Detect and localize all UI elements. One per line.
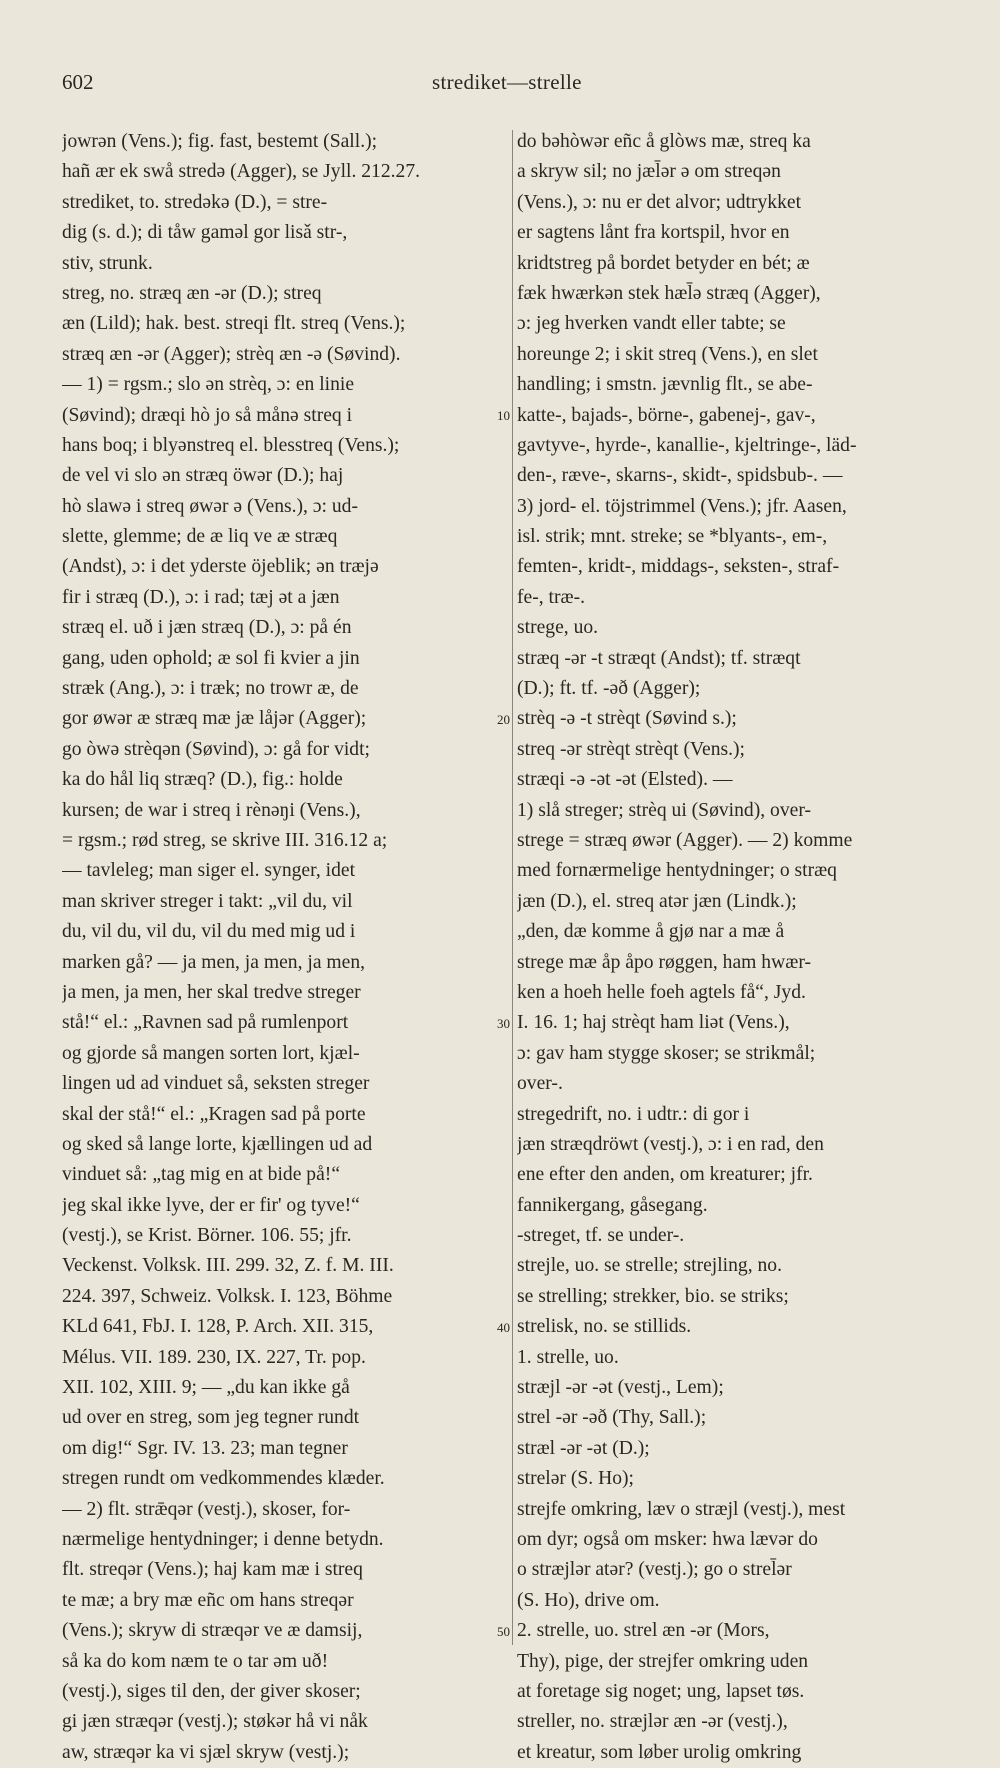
text-line	[517, 644, 957, 674]
line-text: I. 16. 1; haj strèqt ham liət (Vens.),	[517, 1012, 790, 1034]
line-text: 3) jord- el. töjstrimmel (Vens.); jfr. Aasen,	[517, 495, 847, 517]
text-line	[517, 826, 957, 856]
line-text: se strelling; strekker, bio. se striks;	[517, 1285, 789, 1307]
text-line	[517, 1069, 957, 1099]
line-number: 50	[496, 1617, 511, 1647]
line-text: te mæ; a bry mæ eñc om hans streqər	[62, 1589, 354, 1611]
text-line	[62, 644, 507, 674]
text-line	[517, 796, 957, 826]
text-line	[62, 1677, 507, 1707]
text-line	[62, 583, 507, 613]
line-text: streg, no. stræq æn -ər (D.); streq	[62, 282, 322, 304]
text-line	[62, 1100, 507, 1130]
text-line	[517, 522, 957, 552]
line-text: (Andst), ɔ: i det yderste öjeblik; ən træjə	[62, 556, 379, 578]
line-number: 30	[496, 1009, 511, 1039]
text-line	[62, 492, 507, 522]
line-text: hañ ær ek swå stredə (Agger), se Jyll. 212.27.	[62, 161, 421, 183]
text-line	[62, 1343, 507, 1373]
text-line	[62, 1525, 507, 1555]
running-head: strediket—strelle	[432, 70, 582, 94]
text-line	[62, 1373, 507, 1403]
line-text: så ka do kom næm te o tar əm uð!	[62, 1650, 329, 1672]
line-number: 40	[496, 1313, 511, 1343]
text-line	[517, 1464, 957, 1494]
line-text: marken gå? — ja men, ja men, ja men,	[62, 951, 366, 973]
text-line	[62, 978, 507, 1008]
line-text: hò slawə i streq øwər ə (Vens.), ɔ: ud-	[62, 495, 358, 517]
line-text: Mélus. VII. 189. 230, IX. 227, Tr. pop.	[62, 1346, 366, 1368]
text-line	[517, 583, 957, 613]
text-line	[62, 856, 507, 886]
line-text: horeunge 2; i skit streq (Vens.), en slet	[517, 343, 818, 365]
line-text: de vel vi slo ən stræq öwər (D.); haj	[62, 465, 344, 487]
text-line	[62, 917, 507, 947]
line-text: jowrən (Vens.); fig. fast, bestemt (Sall.);	[62, 131, 378, 152]
text-line	[517, 552, 957, 582]
text-line	[517, 856, 957, 886]
text-line	[62, 674, 507, 704]
text-line	[62, 1069, 507, 1099]
line-text: strèq -ə -t strèqt (Søvind s.);	[517, 708, 737, 730]
text-line	[517, 887, 957, 917]
line-text: stræjl -ər -ət (vestj., Lem);	[517, 1377, 724, 1399]
text-line	[517, 1130, 957, 1160]
line-text: (Vens.), ɔ: nu er det alvor; udtrykket	[517, 191, 802, 213]
line-text: strediket, to. stredəkə (D.), = stre-	[62, 191, 328, 213]
line-text: vinduet så: „tag mig en at bide på!“	[62, 1164, 341, 1186]
text-line	[517, 674, 957, 704]
line-text: (Søvind); dræqi hò jo så månə streq i	[62, 404, 353, 426]
text-line	[62, 370, 507, 400]
line-text: ja men, ja men, her skal tredve streger	[62, 981, 361, 1003]
text-line	[62, 1586, 507, 1616]
text-line	[517, 1616, 957, 1646]
text-line	[517, 279, 957, 309]
line-text: om dyr; også om msker: hwa lævər do	[517, 1528, 818, 1550]
line-text: slette, glemme; de æ liq ve æ stræq	[62, 526, 338, 548]
text-line	[62, 826, 507, 856]
text-line	[62, 1282, 507, 1312]
line-text: (S. Ho), drive om.	[517, 1589, 660, 1611]
line-text: XII. 102, XIII. 9; — „du kan ikke gå	[62, 1377, 350, 1399]
text-line	[517, 1707, 957, 1737]
line-text: strege = stræq øwər (Agger). — 2) komme	[517, 829, 853, 851]
line-text: strege mæ åp åpo røggen, ham hwær-	[517, 951, 811, 973]
text-line	[517, 461, 957, 491]
line-text: den-, ræve-, skarns-, skidt-, spidsbub-. —	[517, 465, 843, 487]
line-text: handling; i smstn. jævnlig flt., se abe-	[517, 374, 813, 396]
line-text: om dig!“ Sgr. IV. 13. 23; man tegner	[62, 1437, 348, 1459]
text-line	[62, 522, 507, 552]
text-line	[62, 1555, 507, 1585]
text-line	[62, 1707, 507, 1737]
line-text: jæn stræqdröwt (vestj.), ɔ: i en rad, den	[517, 1133, 824, 1155]
line-text: stræl -ər -ət (D.);	[517, 1437, 650, 1459]
line-text: gi jæn stræqər (vestj.); støkər hå vi nåk	[62, 1711, 368, 1733]
line-text: Veckenst. Volksk. III. 299. 32, Z. f. M. III.	[62, 1255, 394, 1277]
text-line	[62, 1434, 507, 1464]
line-text: nærmelige hentydninger; i denne betydn.	[62, 1528, 384, 1550]
text-line	[517, 1008, 957, 1038]
line-text: fir i stræq (D.), ɔ: i rad; tæj ət a jæn	[62, 586, 340, 608]
line-text: du, vil du, vil du, vil du med mig ud i	[62, 921, 356, 943]
text-line	[517, 917, 957, 947]
line-text: do bəhòwər eñc å glòws mæ, streq ka	[517, 131, 811, 152]
line-text: 2. strelle, uo. strel æn -ər (Mors,	[517, 1620, 770, 1642]
text-line	[62, 1039, 507, 1069]
text-line	[517, 127, 957, 157]
line-text: ɔ: gav ham stygge skoser; se strikmål;	[517, 1042, 816, 1064]
text-line	[517, 1251, 957, 1281]
line-text: kridtstreg på bordet betyder en bét; æ	[517, 252, 810, 274]
line-text: med fornærmelige hentydninger; o stræq	[517, 860, 837, 882]
line-text: fannikergang, gåsegang.	[517, 1194, 708, 1216]
line-text: stræk (Ang.), ɔ: i træk; no trowr æ, de	[62, 678, 359, 700]
line-text: streq -ər strèqt strèqt (Vens.);	[517, 738, 745, 760]
text-line	[517, 1434, 957, 1464]
text-line	[62, 1464, 507, 1494]
text-line	[517, 1738, 957, 1768]
text-line	[62, 461, 507, 491]
line-text: 1. strelle, uo.	[517, 1346, 619, 1368]
line-text: — 2) flt. strǣqər (vestj.), skoser, for-	[62, 1498, 351, 1520]
text-line	[517, 188, 957, 218]
text-line	[62, 1130, 507, 1160]
line-text: strelər (S. Ho);	[517, 1468, 634, 1490]
text-line	[62, 1616, 507, 1646]
line-text: og sked så lange lorte, kjællingen ud ad	[62, 1133, 373, 1155]
text-line	[517, 1100, 957, 1130]
line-text: — tavleleg; man siger el. synger, idet	[62, 860, 356, 882]
text-line	[517, 1586, 957, 1616]
text-line	[62, 127, 507, 157]
line-text: et kreatur, som løber urolig omkring	[517, 1741, 802, 1763]
line-text: „den, dæ komme å gjø nar a mæ å	[517, 921, 785, 943]
line-text: stå!“ el.: „Ravnen sad på rumlenport	[62, 1012, 349, 1034]
text-line	[517, 1555, 957, 1585]
line-text: er sagtens lånt fra kortspil, hvor en	[517, 222, 790, 244]
line-text: skal der stå!“ el.: „Kragen sad på porte	[62, 1103, 366, 1125]
line-text: stræq æn -ər (Agger); strèq æn -ə (Søvind).	[62, 343, 401, 365]
text-line	[62, 735, 507, 765]
line-text: ene efter den anden, om kreaturer; jfr.	[517, 1164, 813, 1186]
line-text: (Vens.); skryw di stræqər ve æ damsij,	[62, 1620, 363, 1642]
text-line	[62, 157, 507, 187]
line-text: flt. streqər (Vens.); haj kam mæ i streq	[62, 1559, 363, 1581]
text-line	[517, 1373, 957, 1403]
text-line	[517, 157, 957, 187]
line-text: strelisk, no. se stillids.	[517, 1316, 692, 1338]
text-line	[517, 978, 957, 1008]
line-text: stræqi -ə -ət -ət (Elsted). —	[517, 769, 733, 791]
line-text: go òwə strèqən (Søvind), ɔ: gå for vidt;	[62, 738, 370, 760]
line-text: at foretage sig noget; ung, lapset tøs.	[517, 1680, 805, 1702]
text-line	[517, 370, 957, 400]
line-text: gor øwər æ stræq mæ jæ låjər (Agger);	[62, 708, 367, 730]
text-line	[517, 1343, 957, 1373]
line-text: stræq -ər -t stræqt (Andst); tf. stræqt	[517, 647, 801, 669]
text-line	[62, 796, 507, 826]
line-text: fæk hwærkən stek hæl̄ə stræq (Agger),	[517, 282, 821, 304]
line-text: = rgsm.; rød streg, se skrive III. 316.12 a;	[62, 829, 388, 851]
text-line	[62, 887, 507, 917]
line-text: femten-, kridt-, middags-, seksten-, straf-	[517, 556, 840, 578]
line-text: — 1) = rgsm.; slo ən strèq, ɔ: en linie	[62, 374, 355, 396]
line-text: o stræjlər atər? (vestj.); go o strel̄ər	[517, 1559, 792, 1581]
line-text: stiv, strunk.	[62, 252, 153, 274]
line-text: 224. 397, Schweiz. Volksk. I. 123, Böhme	[62, 1285, 393, 1307]
text-line	[62, 1251, 507, 1281]
text-line	[517, 704, 957, 734]
text-line	[517, 735, 957, 765]
line-text: hans boq; i blyənstreq el. blesstreq (Vens.);	[62, 434, 400, 456]
text-line	[62, 309, 507, 339]
text-line	[62, 704, 507, 734]
text-line	[517, 431, 957, 461]
line-text: (vestj.), se Krist. Börner. 106. 55; jfr.	[62, 1225, 352, 1247]
line-text: gang, uden ophold; æ sol fi kvier a jin	[62, 647, 360, 669]
text-line	[62, 765, 507, 795]
text-line	[62, 1191, 507, 1221]
text-line	[62, 218, 507, 248]
text-line	[517, 1677, 957, 1707]
line-text: strege, uo.	[517, 617, 599, 639]
line-text: stregen rundt om vedkommendes klæder.	[62, 1468, 385, 1490]
line-text: gavtyve-, hyrde-, kanallie-, kjeltringe-, läd-	[517, 434, 857, 456]
text-line	[517, 1160, 957, 1190]
line-text: 1) slå streger; strèq ui (Søvind), over-	[517, 799, 811, 821]
text-line	[517, 1495, 957, 1525]
line-text: isl. strik; mnt. streke; se *blyants-, em-,	[517, 526, 828, 548]
text-line	[62, 613, 507, 643]
line-text: a skryw sil; no jæl̄ər ə om streqən	[517, 161, 781, 183]
text-line	[62, 1160, 507, 1190]
line-text: ken a hoeh helle foeh agtels få“, Jyd.	[517, 981, 806, 1003]
text-line	[517, 1191, 957, 1221]
right-column	[517, 127, 957, 1768]
line-text: -streget, tf. se under-.	[517, 1225, 685, 1247]
text-line	[517, 1403, 957, 1433]
text-line	[517, 1282, 957, 1312]
line-text: stregedrift, no. i udtr.: di gor i	[517, 1103, 750, 1125]
text-line	[62, 552, 507, 582]
left-column	[62, 127, 507, 1768]
line-text: fe-, træ-.	[517, 586, 586, 608]
line-text: aw, stræqər ka vi sjæl skryw (vestj.);	[62, 1741, 350, 1763]
text-line	[62, 948, 507, 978]
text-line	[62, 340, 507, 370]
text-line	[62, 401, 507, 431]
line-text: katte-, bajads-, börne-, gabenej-, gav-,	[517, 404, 816, 426]
text-line	[517, 401, 957, 431]
line-text: dig (s. d.); di tåw gaməl gor lisǎ str-,	[62, 222, 348, 244]
line-text: lingen ud ad vinduet så, seksten streger	[62, 1073, 370, 1095]
line-text: ɔ: jeg hverken vandt eller tabte; se	[517, 313, 786, 335]
line-text: over-.	[517, 1073, 563, 1095]
line-text: Thy), pige, der strejfer omkring uden	[517, 1650, 809, 1672]
line-text: strejfe omkring, læv o stræjl (vestj.), mest	[517, 1498, 846, 1520]
text-line	[62, 1495, 507, 1525]
line-text: KLd 641, FbJ. I. 128, P. Arch. XII. 315,	[62, 1316, 374, 1338]
line-text: ud over en streg, som jeg tegner rundt	[62, 1407, 360, 1429]
text-line	[517, 1312, 957, 1342]
line-text: man skriver streger i takt: „vil du, vil	[62, 890, 353, 912]
line-text: ka do hål liq stræq? (D.), fig.: holde	[62, 769, 343, 791]
column-divider	[512, 130, 513, 1645]
text-line	[517, 948, 957, 978]
line-text: kursen; de war i streq i rènəŋi (Vens.),	[62, 799, 361, 821]
line-text: strel -ər -əð (Thy, Sall.);	[517, 1407, 707, 1429]
text-line	[517, 218, 957, 248]
line-text: (D.); ft. tf. -əð (Agger);	[517, 678, 701, 700]
line-text: strejle, uo. se strelle; strejling, no.	[517, 1255, 783, 1277]
text-line	[62, 1221, 507, 1251]
text-line	[517, 340, 957, 370]
text-line	[62, 1647, 507, 1677]
text-line	[62, 1312, 507, 1342]
line-text: æn (Lild); hak. best. streqi flt. streq (Vens.);	[62, 313, 406, 335]
text-line	[62, 188, 507, 218]
text-line	[517, 1221, 957, 1251]
line-text: (vestj.), siges til den, der giver skoser;	[62, 1680, 361, 1702]
text-line	[517, 492, 957, 522]
text-line	[517, 613, 957, 643]
page-header	[62, 70, 1000, 100]
line-number: 20	[496, 705, 511, 735]
text-line	[517, 1647, 957, 1677]
line-text: stræq el. uð i jæn stræq (D.), ɔ: på én	[62, 617, 352, 639]
line-number: 10	[496, 401, 511, 431]
text-line	[517, 1039, 957, 1069]
text-line	[517, 249, 957, 279]
text-line	[517, 309, 957, 339]
text-line	[517, 765, 957, 795]
text-line	[517, 1525, 957, 1555]
text-line	[62, 1738, 507, 1768]
line-text: jæn (D.), el. streq atər jæn (Lindk.);	[517, 890, 797, 912]
line-text: og gjorde så mangen sorten lort, kjæl-	[62, 1042, 360, 1064]
text-line	[62, 249, 507, 279]
line-text: streller, no. stræjlər æn -ər (vestj.),	[517, 1711, 788, 1733]
text-line	[62, 279, 507, 309]
text-line	[62, 1403, 507, 1433]
text-line	[62, 1008, 507, 1038]
page-number: 602	[62, 70, 94, 94]
text-line	[62, 431, 507, 461]
line-text: jeg skal ikke lyve, der er fir' og tyve!“	[62, 1194, 360, 1216]
